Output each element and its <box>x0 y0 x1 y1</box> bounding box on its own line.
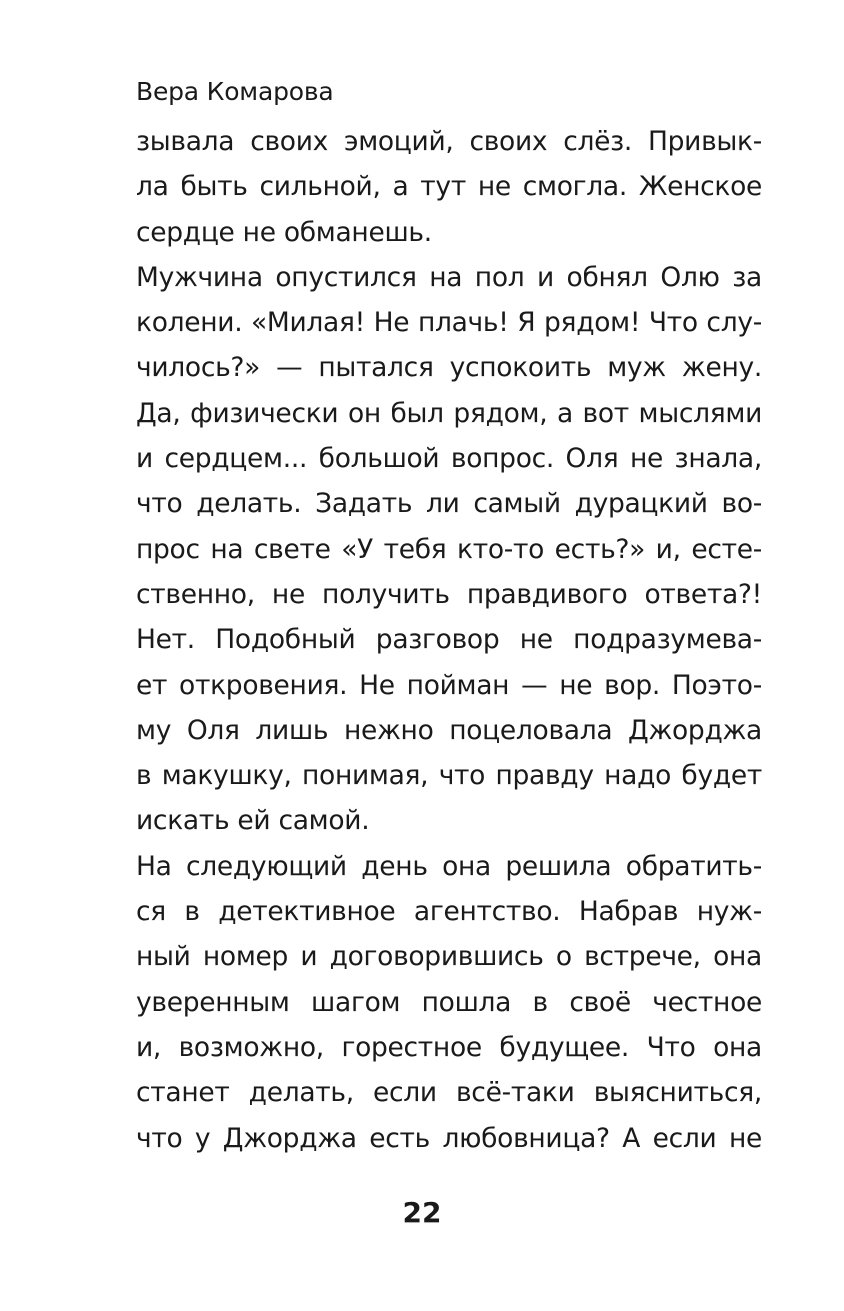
text-line: что у Джорджа есть любовница? А если не <box>136 1122 762 1154</box>
text-line: ный номер и договорившись о встрече, она <box>136 941 762 973</box>
body-text <box>136 119 762 1161</box>
text-line: ет откровения. Не пойман — не вор. Поэто- <box>136 669 762 701</box>
text-line: му Оля лишь нежно поцеловала Джорджа <box>136 714 762 746</box>
text-line: уверенным шагом пошла в своё честное <box>136 986 762 1018</box>
text-line: зывала своих эмоций, своих слёз. Привык- <box>136 126 762 157</box>
text-line: искать ей самой. <box>136 805 370 837</box>
text-line: и, возможно, горестное будущее. Что она <box>136 1031 762 1063</box>
text-line: сердце не обманешь. <box>136 216 432 248</box>
text-line: ся в детективное агентство. Набрав нуж- <box>136 896 762 928</box>
text-line: ственно, не получить правдивого ответа?! <box>136 578 762 610</box>
text-line: чилось?» — пытался успокоить муж жену. <box>136 352 762 384</box>
text-line: Мужчина опустился на пол и обнял Олю за <box>136 261 762 293</box>
text-line: прос на свете «У тебя кто-то есть?» и, есте- <box>136 533 762 565</box>
running-header-author: Вера Комарова <box>136 77 334 106</box>
text-line: станет делать, если всё-таки выясниться, <box>136 1077 762 1109</box>
text-line: колени. «Милая! Не плачь! Я рядом! Что слу- <box>136 307 762 339</box>
page-number: 22 <box>402 1196 442 1229</box>
text-line: Да, физически он был рядом, а вот мыслями <box>136 397 762 429</box>
text-line: Нет. Подобный разговор не подразумева- <box>136 624 762 656</box>
text-line: и сердцем... большой вопрос. Оля не знала, <box>136 443 762 475</box>
text-line: в макушку, понимая, что правду надо будет <box>136 760 762 792</box>
text-line: На следующий день она решила обратить- <box>136 850 762 882</box>
text-line: что делать. Задать ли самый дурацкий во- <box>136 488 762 520</box>
text-line: ла быть сильной, а тут не смогла. Женское <box>136 171 762 203</box>
